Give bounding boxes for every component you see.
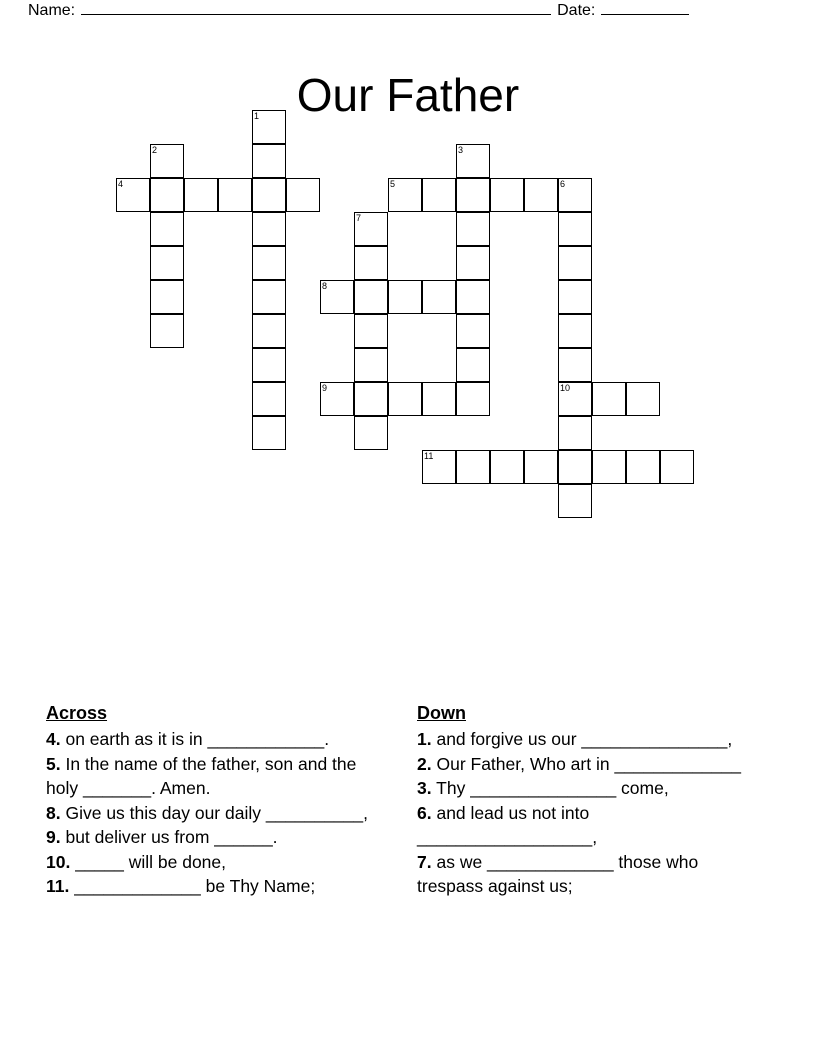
clue-text: as we _____________ those who trespass against us; [417,851,699,896]
crossword-cell[interactable] [354,314,388,348]
clue-text: but deliver us from ______. [60,827,278,847]
crossword-cell[interactable] [252,212,286,246]
crossword-cell[interactable] [150,314,184,348]
crossword-cell[interactable] [252,416,286,450]
crossword-cell[interactable] [422,280,456,314]
down-column [417,700,762,899]
clue-number: 2. [417,753,432,774]
cell-number: 8 [322,281,328,291]
crossword-cell[interactable] [592,450,626,484]
clue-number: 4. [46,729,61,749]
crossword-cell[interactable] [422,382,456,416]
crossword-cell[interactable] [354,280,388,314]
clue-number: 7. [417,851,432,872]
crossword-cell[interactable] [320,382,354,416]
crossword-cell[interactable] [150,280,184,314]
crossword-cell[interactable] [388,280,422,314]
across-heading: Across [46,703,108,723]
clue-number: 3. [417,778,432,798]
clue-item [417,752,762,777]
crossword-cell[interactable] [558,416,592,450]
cell-number: 5 [390,179,396,189]
cell-number: 9 [322,383,328,393]
clue-item [417,727,762,752]
clue-text: Thy _______________ come, [431,778,669,798]
crossword-cell[interactable] [456,348,490,382]
crossword-cell[interactable] [558,450,592,484]
clue-text: Give us this day our daily __________, [60,802,369,823]
clue-item [46,752,391,801]
clue-number: 1. [417,729,432,749]
crossword-cell[interactable] [456,246,490,280]
crossword-cell[interactable] [252,280,286,314]
crossword-cell[interactable] [252,314,286,348]
clue-item [46,727,391,752]
crossword-cell[interactable] [150,246,184,280]
crossword-cell[interactable] [456,178,490,212]
crossword-cell[interactable] [558,314,592,348]
crossword-cell[interactable] [524,450,558,484]
clue-text: Our Father, Who art in _____________ [431,753,741,774]
crossword-cell[interactable] [354,382,388,416]
crossword-grid [0,100,816,540]
crossword-cell[interactable] [558,382,592,416]
crossword-cell[interactable] [252,382,286,416]
cell-number: 2 [152,145,158,155]
clue-item [417,801,762,850]
crossword-cell[interactable] [490,178,524,212]
crossword-cell[interactable] [660,450,694,484]
crossword-cell[interactable] [558,178,592,212]
crossword-cell[interactable] [252,246,286,280]
clue-number: 10. [46,851,71,872]
crossword-cell[interactable] [252,178,286,212]
cell-number: 3 [458,145,464,155]
across-column [46,700,391,899]
name-write-line [81,0,551,15]
clue-item [46,825,391,850]
cell-number: 6 [560,179,566,189]
crossword-cell[interactable] [422,178,456,212]
crossword-cell[interactable] [456,212,490,246]
crossword-cell[interactable] [558,484,592,518]
crossword-cell[interactable] [558,246,592,280]
crossword-cell[interactable] [184,178,218,212]
crossword-cell[interactable] [626,450,660,484]
date-label: Date: [557,2,596,19]
cell-number: 7 [356,213,362,223]
crossword-cell[interactable] [354,348,388,382]
clue-item [46,874,391,899]
crossword-cell[interactable] [592,382,626,416]
clue-text: on earth as it is in ____________. [60,729,330,749]
clue-text: _____________ be Thy Name; [69,876,316,896]
crossword-cell[interactable] [252,144,286,178]
crossword-cell[interactable] [150,212,184,246]
crossword-cell[interactable] [388,178,422,212]
crossword-cell[interactable] [558,212,592,246]
crossword-cell[interactable] [456,280,490,314]
clue-text: and forgive us our _______________, [431,729,733,749]
clue-item [46,850,391,875]
clue-number: 11. [46,876,70,896]
clue-text: _____ will be done, [70,851,226,872]
crossword-cell[interactable] [252,110,286,144]
across-clue-list [46,727,391,899]
crossword-cell[interactable] [558,348,592,382]
crossword-cell[interactable] [456,450,490,484]
cell-number: 10 [560,383,571,393]
down-heading: Down [417,703,466,723]
crossword-cell[interactable] [354,416,388,450]
crossword-cell[interactable] [150,144,184,178]
down-clue-list [417,727,762,899]
crossword-cell[interactable] [354,212,388,246]
clue-text: In the name of the father, son and the holy _______. Amen. [46,753,357,798]
crossword-cell[interactable] [354,246,388,280]
crossword-cell[interactable] [422,450,456,484]
crossword-cell[interactable] [524,178,558,212]
date-write-line [601,0,689,15]
clue-item [417,776,762,801]
crossword-cell[interactable] [116,178,150,212]
cell-number: 11 [424,451,434,461]
crossword-cell[interactable] [558,280,592,314]
clue-item [46,801,391,826]
crossword-cell[interactable] [286,178,320,212]
crossword-cell[interactable] [150,178,184,212]
clues-section [46,700,770,899]
clue-number: 9. [46,827,61,847]
crossword-cell[interactable] [490,450,524,484]
crossword-cell[interactable] [320,280,354,314]
page-title: Our Father [296,68,520,121]
cell-number: 4 [118,179,124,189]
clue-text: and lead us not into __________________, [417,802,598,847]
crossword-cell[interactable] [456,382,490,416]
crossword-cell[interactable] [252,348,286,382]
crossword-cell[interactable] [456,144,490,178]
crossword-cell[interactable] [456,314,490,348]
clue-number: 6. [417,802,432,823]
worksheet-header [28,0,788,28]
crossword-cell[interactable] [388,382,422,416]
clue-item [417,850,762,899]
crossword-cell[interactable] [626,382,660,416]
cell-number: 1 [254,111,260,121]
clue-number: 8. [46,802,61,823]
name-label: Name: [28,2,76,19]
crossword-cell[interactable] [218,178,252,212]
clue-number: 5. [46,753,61,774]
